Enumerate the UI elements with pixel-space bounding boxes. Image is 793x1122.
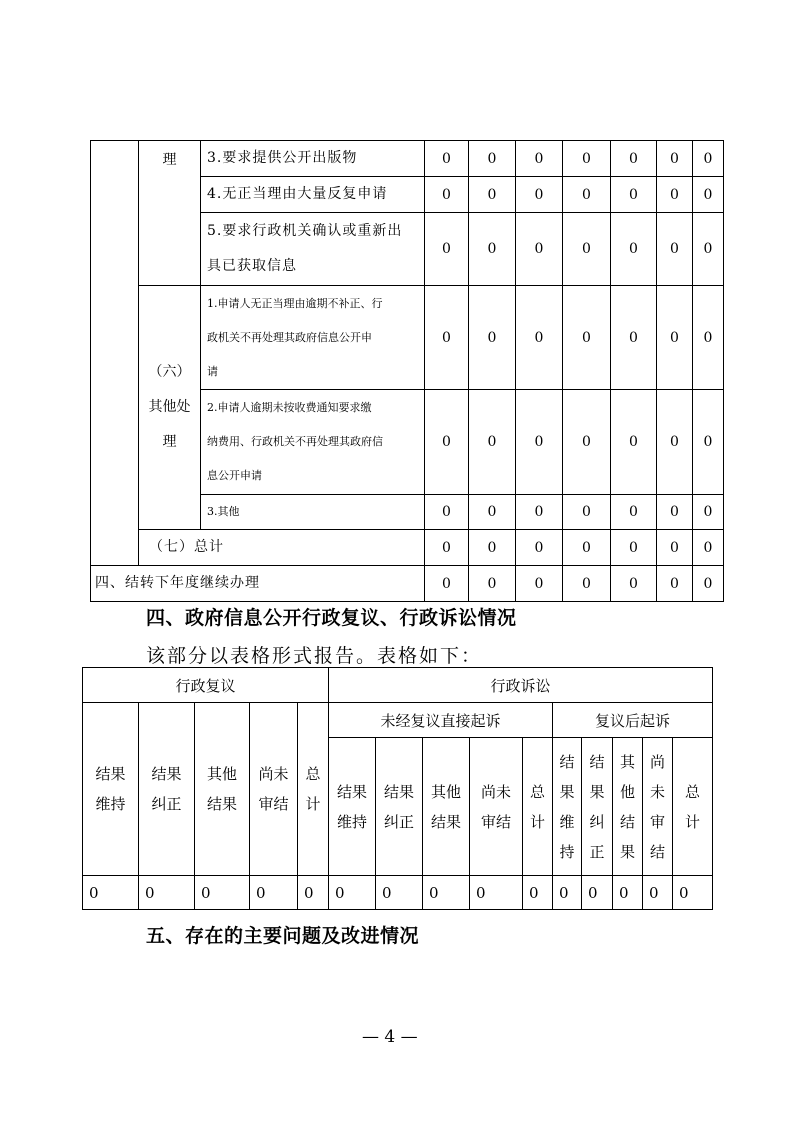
cell-value: 0 — [553, 876, 582, 910]
cell-value: 0 — [657, 530, 693, 566]
cell-value: 0 — [657, 177, 693, 213]
header-pending — [250, 703, 298, 876]
row-label-line: 息公开申请 — [207, 469, 262, 482]
header-line: 纠正 — [383, 812, 414, 831]
header-char: 维 — [559, 812, 575, 831]
header-result-corrected — [376, 738, 423, 876]
header-result-maintained — [83, 703, 139, 876]
cell-value: 0 — [613, 876, 643, 910]
cell-value: 0 — [563, 390, 611, 495]
header-line: 总 — [305, 765, 321, 783]
cell-value: 0 — [329, 876, 376, 910]
header-total — [673, 738, 713, 876]
cell-value: 0 — [693, 213, 724, 286]
category-line: （六） — [148, 364, 191, 380]
header-result-maintained — [329, 738, 376, 876]
cell-value: 0 — [425, 390, 469, 495]
category-other-handling — [139, 286, 201, 530]
header-char: 结 — [649, 842, 665, 861]
cell-value: 0 — [425, 213, 469, 286]
application-handling-table — [90, 140, 724, 602]
cell-value: 0 — [657, 213, 693, 286]
header-line: 计 — [529, 812, 545, 831]
row-label — [201, 286, 425, 390]
cell-value: 0 — [611, 177, 657, 213]
header-result-corrected — [139, 703, 195, 876]
category-line: 理 — [162, 434, 177, 450]
cell-value: 0 — [469, 566, 516, 602]
cell-value: 0 — [83, 876, 139, 910]
category-line: 其他处 — [148, 399, 191, 415]
header-char: 计 — [685, 812, 701, 831]
cell-value: 0 — [425, 495, 469, 530]
header-char: 尚 — [649, 752, 665, 771]
header-line: 维持 — [336, 812, 367, 831]
total-label: （七）总计 — [139, 530, 425, 566]
header-line: 其他 — [206, 765, 237, 783]
cell-value: 0 — [195, 876, 250, 910]
row-label: 4.无正当理由大量反复申请 — [201, 177, 425, 213]
cell-value: 0 — [657, 141, 693, 177]
header-other-result — [613, 738, 643, 876]
cell-value: 0 — [469, 495, 516, 530]
cell-value: 0 — [582, 876, 613, 910]
carry-over-label: 四、结转下年度继续办理 — [91, 566, 425, 602]
category-cell: 理 — [139, 141, 201, 286]
cell-value: 0 — [673, 876, 713, 910]
header-char: 其 — [619, 752, 635, 771]
review-litigation-table — [82, 667, 713, 910]
cell-value: 0 — [693, 530, 724, 566]
header-line: 结果 — [336, 782, 367, 801]
header-line: 计 — [305, 795, 321, 813]
header-char: 未 — [649, 782, 665, 801]
cell-value: 0 — [250, 876, 298, 910]
cell-value: 0 — [376, 876, 423, 910]
cell-value: 0 — [516, 530, 563, 566]
cell-value: 0 — [563, 177, 611, 213]
cell-value: 0 — [693, 495, 724, 530]
admin-litigation-header: 行政诉讼 — [329, 668, 713, 703]
cell-value: 0 — [611, 566, 657, 602]
header-total — [298, 703, 329, 876]
cell-value: 0 — [425, 177, 469, 213]
section4-intro: 该部分以表格形式报告。表格如下： — [146, 645, 483, 667]
cell-value: 0 — [139, 876, 195, 910]
row-label: 3.要求提供公开出版物 — [201, 141, 425, 177]
after-review-header: 复议后起诉 — [553, 703, 713, 738]
cell-value: 0 — [693, 286, 724, 390]
row-label-line: 政机关不再处理其政府信息公开申 — [207, 330, 372, 344]
header-result-maintained — [553, 738, 582, 876]
cell-value: 0 — [298, 876, 329, 910]
cell-value: 0 — [469, 390, 516, 495]
cell-value: 0 — [470, 876, 523, 910]
header-char: 果 — [559, 782, 575, 801]
header-line: 其他 — [430, 782, 461, 801]
header-other-result — [423, 738, 470, 876]
header-pending — [470, 738, 523, 876]
row-label-line: 1.申请人无正当理由逾期不补正、行 — [207, 296, 383, 310]
cell-value: 0 — [657, 390, 693, 495]
cell-value: 0 — [425, 530, 469, 566]
cell-value: 0 — [563, 566, 611, 602]
cell-value: 0 — [611, 530, 657, 566]
left-border-cell — [91, 141, 139, 566]
cell-value: 0 — [611, 286, 657, 390]
section5-heading: 五、存在的主要问题及改进情况 — [146, 925, 420, 947]
header-line: 总 — [529, 782, 545, 801]
cell-value: 0 — [611, 495, 657, 530]
cell-value: 0 — [516, 286, 563, 390]
cell-value: 0 — [693, 390, 724, 495]
cell-value: 0 — [611, 141, 657, 177]
header-line: 纠正 — [151, 795, 182, 813]
row-label: 3.其他 — [201, 495, 425, 530]
header-char: 果 — [619, 842, 635, 861]
page-number: — 4 — — [362, 1027, 418, 1047]
cell-value: 0 — [657, 566, 693, 602]
cell-value: 0 — [425, 286, 469, 390]
cell-value: 0 — [423, 876, 470, 910]
cell-value: 0 — [516, 390, 563, 495]
header-line: 结果 — [206, 795, 237, 813]
header-line: 审结 — [258, 795, 289, 813]
admin-review-header: 行政复议 — [83, 668, 329, 703]
header-result-corrected — [582, 738, 613, 876]
header-line: 结果 — [383, 782, 414, 801]
header-char: 结 — [589, 752, 605, 771]
cell-value: 0 — [516, 177, 563, 213]
header-line: 结果 — [430, 812, 461, 831]
header-line: 结果 — [151, 765, 182, 783]
header-other-result — [195, 703, 250, 876]
section4-heading: 四、政府信息公开行政复议、行政诉讼情况 — [146, 607, 517, 629]
cell-value: 0 — [425, 141, 469, 177]
row-label-line: 具已获取信息 — [207, 258, 297, 274]
row-label-line: 纳费用、行政机关不再处理其政府信 — [207, 435, 383, 448]
cell-value: 0 — [611, 390, 657, 495]
cell-value: 0 — [469, 141, 516, 177]
header-char: 正 — [589, 842, 605, 861]
header-char: 结 — [619, 812, 635, 831]
header-pending — [643, 738, 673, 876]
header-char: 持 — [559, 842, 575, 861]
cell-value: 0 — [643, 876, 673, 910]
row-label-line: 2.申请人逾期未按收费通知要求缴 — [207, 401, 372, 414]
header-line: 维持 — [95, 795, 126, 813]
cell-value: 0 — [693, 141, 724, 177]
cell-value: 0 — [469, 286, 516, 390]
cell-value: 0 — [469, 177, 516, 213]
header-char: 果 — [589, 782, 605, 801]
header-char: 总 — [685, 782, 701, 801]
cell-value: 0 — [516, 141, 563, 177]
row-label-line: 请 — [207, 364, 218, 378]
cell-value: 0 — [523, 876, 553, 910]
header-char: 审 — [649, 812, 665, 831]
header-line: 尚未 — [258, 765, 289, 783]
header-char: 纠 — [589, 812, 605, 831]
cell-value: 0 — [516, 213, 563, 286]
header-total — [523, 738, 553, 876]
cell-value: 0 — [563, 141, 611, 177]
header-char: 结 — [559, 752, 575, 771]
row-label — [201, 213, 425, 286]
header-line: 审结 — [480, 812, 511, 831]
cell-value: 0 — [693, 566, 724, 602]
cell-value: 0 — [425, 566, 469, 602]
header-line: 尚未 — [480, 782, 511, 801]
header-char: 他 — [619, 782, 635, 801]
row-label — [201, 390, 425, 495]
header-line: 结果 — [95, 765, 126, 783]
row-label-line: 5.要求行政机关确认或重新出 — [207, 223, 403, 239]
cell-value: 0 — [469, 213, 516, 286]
cell-value: 0 — [563, 530, 611, 566]
direct-suit-header: 未经复议直接起诉 — [329, 703, 553, 738]
cell-value: 0 — [516, 495, 563, 530]
cell-value: 0 — [563, 286, 611, 390]
cell-value: 0 — [469, 530, 516, 566]
cell-value: 0 — [657, 495, 693, 530]
cell-value: 0 — [563, 495, 611, 530]
cell-value: 0 — [563, 213, 611, 286]
cell-value: 0 — [657, 286, 693, 390]
cell-value: 0 — [693, 177, 724, 213]
cell-value: 0 — [516, 566, 563, 602]
cell-value: 0 — [611, 213, 657, 286]
